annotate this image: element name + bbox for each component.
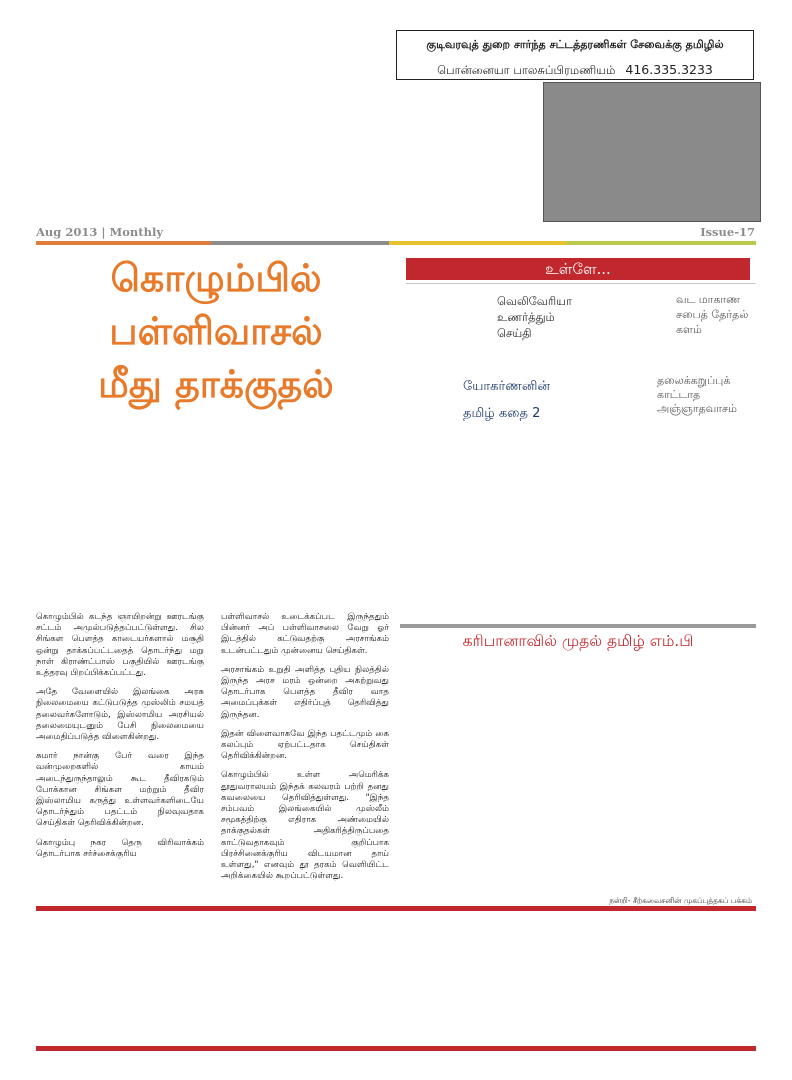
sidebar-story-title[interactable]: கரிபானாவில் முதல் தமிழ் எம்.பி bbox=[462, 632, 694, 650]
article-paragraph: இதன் விளைவாகவே இந்த பதட்டமும் கை கலப்பும் ஏற்பட்டதாக செய்திகள் தெரிவிக்கின்றன. bbox=[221, 728, 389, 762]
toc-item-northern-election[interactable] bbox=[676, 292, 748, 337]
toc-text: சபைத் தேர்தல் bbox=[676, 308, 749, 321]
inside-divider bbox=[406, 283, 756, 284]
article-column-1 bbox=[36, 612, 204, 868]
section-rule bbox=[36, 906, 756, 911]
article-paragraph: சுமார் நான்கு பேர் வரை இந்த வன்முறைகளில் காயம் அடைந்துருந்தாலும் கூட தீவிரகடும் போக்கான சிங்கள மற்றும் தீவிர இஸ்லாமிய கருத்து உள்ளவர்களிடையே தொடர்ந்தும் பதட்டம் நிலவுவதாக செய்திகள் தெரிவிக்கின்றன. bbox=[36, 751, 204, 829]
article-column-2 bbox=[221, 612, 389, 890]
issue-number: Issue-17 bbox=[700, 225, 755, 239]
masthead-color-bar bbox=[36, 241, 756, 245]
toc-item-exile[interactable] bbox=[657, 374, 737, 416]
headline-line-1: கொழும்பில் bbox=[110, 256, 322, 300]
color-bar-segment-1 bbox=[36, 241, 211, 245]
toc-text: வெலிவேரியா bbox=[497, 294, 572, 308]
toc-text: செய்தி bbox=[497, 326, 532, 340]
inside-section-header: உள்ளே... bbox=[406, 258, 750, 280]
toc-item-story[interactable] bbox=[463, 373, 550, 427]
article-paragraph: அரசாங்கம் உறுதி அளித்த புதிய நிலத்தில் இருந்த அரச மரம் ஒன்றை அகற்றுவது தொடர்பாக பௌத்த தீவிர வாத அமைப்புக்கள் எதிர்ப்புத் தெரிவித்து இருந்தன. bbox=[221, 664, 389, 720]
toc-text: யோகர்ணனின் bbox=[463, 379, 550, 394]
advertisement-box bbox=[396, 30, 754, 80]
toc-item-veliveriya[interactable] bbox=[497, 293, 572, 341]
article-paragraph: கொழும்பில் உள்ள அமெரிக்க தூதுவராலயம் இந்தக் கலவரம் பற்றி தனது கவலையை தெரிவித்துள்ளது. "இந்த சம்பவம் இலங்கையில் முஸ்லீம் சமூகத்திற்கு எதிராக அண்மையில் தாக்குதல்கள் அதிகரித்திருப்பதை காட்டுவதாகவும் குறிப்பாக பிரச்சினைக்குரிய விடயமான தாய் உள்ளது," எனவும் தூ தரகம் வெளியிட்ட அறிக்கையில் கூறப்பட்டுள்ளது. bbox=[221, 770, 389, 882]
photo-placeholder bbox=[543, 82, 761, 222]
ad-name: பொன்னையா பாலசுப்பிரமணியம் bbox=[437, 63, 616, 77]
main-headline bbox=[36, 252, 396, 411]
dateline: Aug 2013 | Monthly bbox=[36, 225, 164, 239]
article-paragraph: கொழும்பு நகர தெரு விரிவாக்கம் தொடர்பாக சர்ச்சைக்குரிய bbox=[36, 837, 204, 859]
toc-text: அஞ்ஞாதவாசம் bbox=[657, 402, 737, 415]
ad-contact bbox=[397, 62, 753, 79]
color-bar-segment-3 bbox=[389, 241, 566, 245]
toc-text: தலைக்கறுப்புக் bbox=[657, 374, 731, 387]
color-bar-segment-2 bbox=[211, 241, 389, 245]
article-paragraph: பள்ளிவாசல் உடைக்கப்பட இருந்ததும் பின்னர் அப் பள்ளிவாசலை வேறு ஓர் இடத்தில் கட்டுவதற்கு அரசாங்கம் உடன்பட்டதும் முன்னைய செய்திகள். bbox=[221, 612, 389, 656]
sidebar-story-divider bbox=[400, 624, 756, 628]
article-paragraph: கொழும்பில் கடந்த ஞாயிறன்று ஊரடங்கு சட்டம் அமுல்படுத்தப்பட்டுள்ளது. சில சிங்கள பௌத்த காடையர்களால் மசூதி ஒன்று தாக்கப்பட்டதைத் தொடர்ந்து மறு நாள் கிராண்ட்பாஸ் பகுதியில் ஊரடங்கு உத்தரவு பிறப்பிக்கப்பட்டது. bbox=[36, 612, 204, 679]
toc-text: தமிழ் கதை 2 bbox=[463, 406, 541, 421]
photo-credit: நன்றி- சீற்கவைசனின் முகப்புத்தகப் பக்கம் bbox=[609, 896, 752, 905]
headline-line-2: பள்ளிவாசல் bbox=[109, 309, 323, 353]
ad-phone: 416.335.3233 bbox=[625, 62, 713, 77]
toc-text: களம் bbox=[676, 323, 702, 336]
headline-line-3: மீது தாக்குதல் bbox=[98, 362, 334, 406]
footer-rule bbox=[36, 1046, 756, 1051]
article-paragraph: அதே வேளையில் இலங்கை அரசு நிலைமையை கட்டுபடுத்த முஸ்லிம் சமயத் தலைவர்களோடும், இஸ்லாமிய அரசியல் தலைமையுடனும் பேசி நிலைமையை அமைதிப்படுத்த விளைகின்றது. bbox=[36, 687, 204, 743]
toc-text: உணர்த்தும் bbox=[497, 310, 555, 324]
toc-text: வட மாகாண bbox=[676, 293, 741, 306]
color-bar-segment-4 bbox=[566, 241, 756, 245]
toc-text: காட்டாத bbox=[657, 388, 701, 401]
ad-tagline: குடிவரவுத் துறை சார்ந்த சட்டத்தரணிகள் சேவைக்கு தமிழில் bbox=[426, 38, 724, 51]
